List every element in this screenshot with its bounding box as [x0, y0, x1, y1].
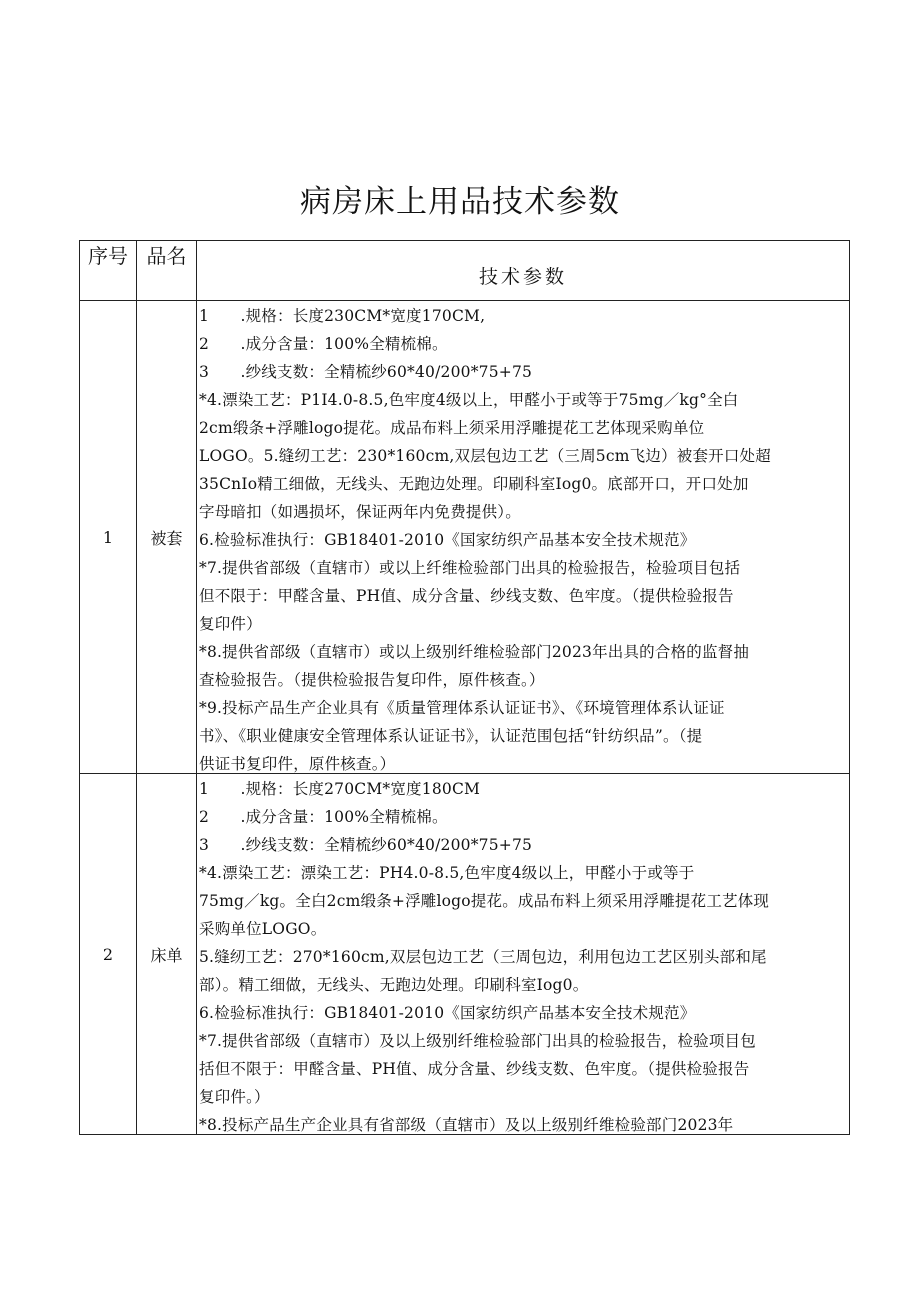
spec-line: 部）。精工细做，无线头、无跑边处理。印刷科室Iog0。 — [199, 976, 589, 994]
spec-line: 括但不限于：甲醛含量、PH值、成分含量、纱线支数、色牢度。（提供检验报告 — [199, 1060, 750, 1078]
spec-line: 6.检验标准执行：GB18401-2010《国家纺织产品基本安全技术规范》 — [199, 1004, 696, 1022]
header-name: 品名 — [137, 241, 197, 301]
spec-content — [197, 301, 849, 773]
spec-line: 3 .纱线支数：全精梳纱60*40/200*75+75 — [199, 363, 533, 381]
row-spec-cell — [197, 301, 850, 774]
spec-table — [79, 240, 850, 1135]
spec-line: *9.投标产品生产企业具有《质量管理体系认证证书》、《环境管理体系认证证 — [199, 699, 725, 717]
spec-line: *4.漂染工艺：P1I4.0-8.5,色牢度4级以上，甲醛小于或等于75mg／kg°全白 — [199, 391, 739, 409]
spec-content — [197, 774, 849, 1134]
spec-line: 2cm缎条+浮雕logo提花。成品布料上须采用浮雕提花工艺体现采购单位 — [199, 419, 705, 437]
spec-line: 35CnIo精工细做，无线头、无跑边处理。印刷科室Iog0。底部开口，开口处加 — [199, 475, 749, 493]
spec-line: *8.投标产品生产企业具有省部级（直辖市）及以上级别纤维检验部门2023年 — [199, 1116, 734, 1134]
table-header-row — [80, 241, 850, 301]
spec-line: *7.提供省部级（直辖市）或以上纤维检验部门出具的检验报告，检验项目包括 — [199, 559, 741, 577]
spec-line: *4.漂染工艺：漂染工艺：PH4.0-8.5,色牢度4级以上，甲醛小于或等于 — [199, 864, 695, 882]
spec-line: *8.提供省部级（直辖市）或以上级别纤维检验部门2023年出具的合格的监督抽 — [199, 643, 750, 661]
header-spec: 技术参数 — [197, 241, 850, 301]
spec-line: 复印件） — [199, 615, 262, 633]
spec-line: 5.缝纫工艺：270*160cm,双层包边工艺（三周包边，利用包边工艺区别头部和尾 — [199, 948, 767, 966]
spec-line: 1 .规格：长度230CM*宽度170CM, — [199, 307, 486, 325]
spec-line: 字母暗扣（如遇损坏，保证两年内免费提供）。 — [199, 503, 521, 521]
row-seq: 2 — [80, 774, 137, 1135]
spec-line: 2 .成分含量：100%全精梳棉。 — [199, 335, 448, 353]
table-row — [80, 774, 850, 1135]
row-spec-cell — [197, 774, 850, 1135]
spec-line: LOGO。5.缝纫工艺：230*160cm,双层包边工艺（三周5cm飞边）被套开口处超 — [199, 447, 771, 465]
spec-line: 书》、《职业健康安全管理体系认证证书》，认证范围包括“针纺织品”。（提 — [199, 727, 703, 745]
spec-line: 查检验报告。（提供检验报告复印件，原件核查。） — [199, 671, 545, 689]
row-item-name: 床单 — [137, 774, 197, 1135]
spec-line: 75mg／kg。全白2cm缎条+浮雕logo提花。成品布料上须采用浮雕提花工艺体现 — [199, 892, 770, 910]
spec-line: 供证书复印件，原件核查。） — [199, 755, 396, 773]
spec-line: 6.检验标准执行：GB18401-2010《国家纺织产品基本安全技术规范》 — [199, 531, 696, 549]
row-item-name: 被套 — [137, 301, 197, 774]
page-title: 病房床上用品技术参数 — [300, 184, 620, 220]
table-row — [80, 301, 850, 774]
row-seq: 1 — [80, 301, 137, 774]
spec-line: 但不限于：甲醛含量、PH值、成分含量、纱线支数、色牢度。（提供检验报告 — [199, 587, 734, 605]
header-seq: 序号 — [80, 241, 137, 301]
spec-line: 3 .纱线支数：全精梳纱60*40/200*75+75 — [199, 836, 533, 854]
spec-line: 复印件。） — [199, 1088, 270, 1106]
spec-line: *7.提供省部级（直辖市）及以上级别纤维检验部门出具的检验报告，检验项目包 — [199, 1032, 756, 1050]
spec-line: 1 .规格：长度270CM*宽度180CM — [199, 780, 481, 798]
spec-line: 采购单位LOGO。 — [199, 920, 327, 938]
spec-line: 2 .成分含量：100%全精梳棉。 — [199, 808, 448, 826]
